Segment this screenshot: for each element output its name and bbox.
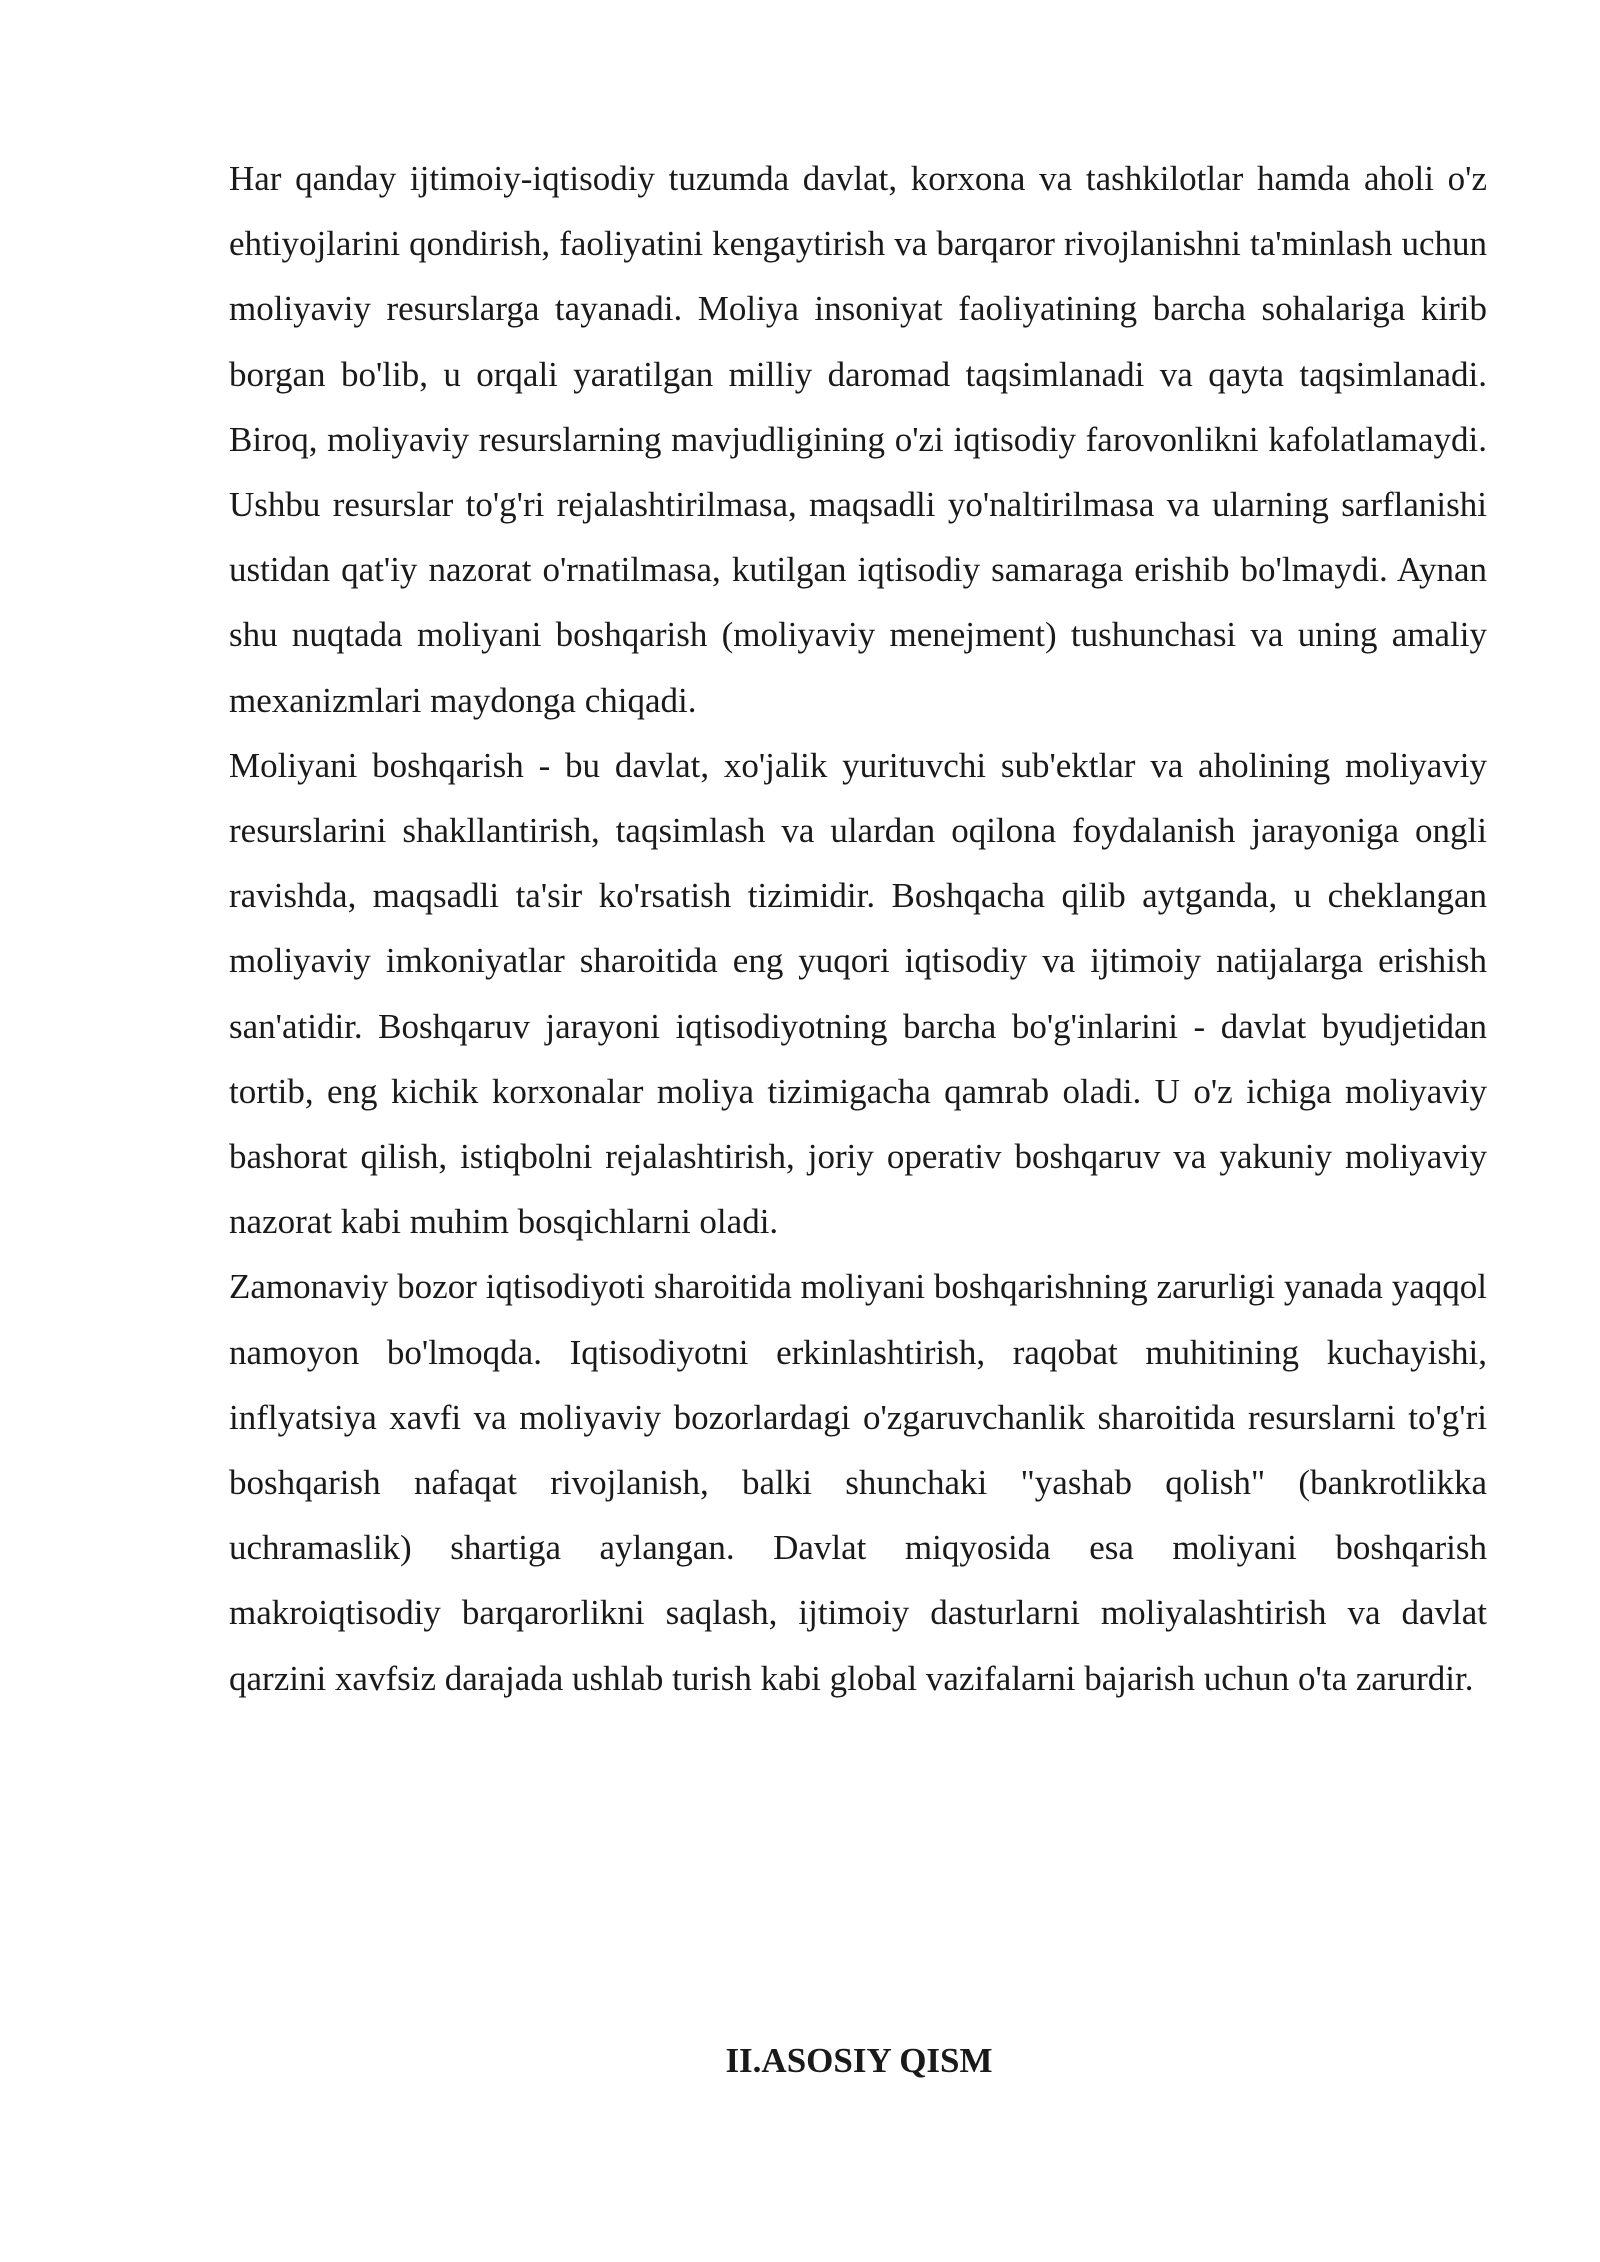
paragraph-necessity: Zamonaviy bozor iqtisodiyoti sharoitida moliyani boshqarishning zarurligi yanada yaqqol namoyon bo'lmoqda. Iqtisodiyotni erkinlashtirish, raqobat muhitining kuchayishi, inflyatsiya xavfi va moliyaviy bozorlardagi o'zgaruvchanlik sharoitida resurslarni to'g'ri boshqarish nafaqat rivojlanish, balki shunchaki "yashab qolish" (bankrotlikka uchramaslik) shartiga aylangan. Davlat miqyosida esa moliyani boshqarish makroiqtisodiy barqarorlikni saqlash, ijtimoiy dasturlarni moliyalashtirish va davlat qarzini xavfsiz darajada ushlab turish kabi global vazifalarni bajarish uchun o'ta zarurdir. xyxy=(229,1267,1487,1698)
paragraph-intro: Har qanday ijtimoiy-iqtisodiy tuzumda davlat, korxona va tashkilotlar hamda aholi o'z ehtiyojlarini qondirish, faoliyatini kengaytirish va barqaror rivojlanishni ta'minlash uchun moliyaviy resurslarga tayanadi. Moliya insoniyat faoliyatining barcha sohalariga kirib borgan bo'lib, u orqali yaratilgan milliy daromad taqsimlanadi va qayta taqsimlanadi. Biroq, moliyaviy resurslarning mavjudligining o'zi iqtisodiy farovonlikni kafolatlamaydi. Ushbu resurslar to'g'ri rejalashtirilmasa, maqsadli yo'naltirilmasa va ularning sarflanishi ustidan qat'iy nazorat o'rnatilmasa, kutilgan iqtisodiy samaraga erishib bo'lmaydi. Aynan shu nuqtada moliyani boshqarish (moliyaviy menejment) tushunchasi va uning amaliy mexanizmlari maydonga chiqadi. xyxy=(229,159,1487,720)
document-body xyxy=(229,146,1487,1711)
paragraph-definition: Moliyani boshqarish - bu davlat, xo'jalik yurituvchi sub'ektlar va aholining moliyaviy resurslarini shakllantirish, taqsimlash va ulardan oqilona foydalanish jarayoniga ongli ravishda, maqsadli ta'sir ko'rsatish tizimidir. Boshqacha qilib aytganda, u cheklangan moliyaviy imkoniyatlar sharoitida eng yuqori iqtisodiy va ijtimoiy natijalarga erishish san'atidir. Boshqaruv jarayoni iqtisodiyotning barcha bo'g'inlarini - davlat byudjetidan tortib, eng kichik korxonalar moliya tizimigacha qamrab oladi. U o'z ichiga moliyaviy bashorat qilish, istiqbolni rejalashtirish, joriy operativ boshqaruv va yakuniy moliyaviy nazorat kabi muhim bosqichlarni oladi. xyxy=(229,745,1487,1242)
section-heading: II.ASOSIY QISM xyxy=(725,2041,993,2080)
